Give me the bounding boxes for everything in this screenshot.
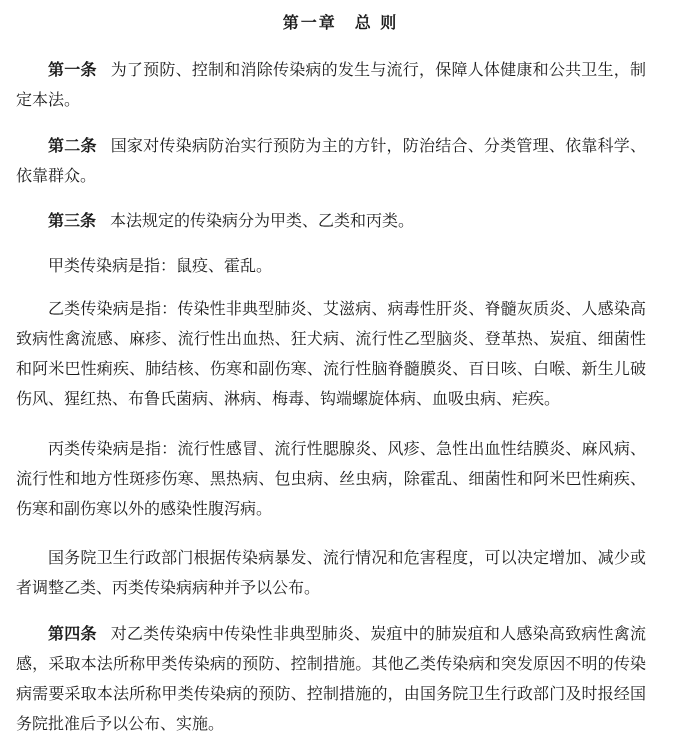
chapter-title: 第一章 总 则 bbox=[282, 13, 399, 32]
class-a-paragraph bbox=[16, 251, 646, 281]
article-3-paragraph bbox=[16, 206, 646, 236]
class-a-text: 甲类传染病是指：鼠疫、霍乱。 bbox=[48, 256, 273, 275]
class-c-paragraph bbox=[16, 434, 646, 524]
class-c-text: 丙类传染病是指：流行性感冒、流行性腮腺炎、风疹、急性出血性结膜炎、麻风病、流行性和地方性斑疹伤寒、黑热病、包虫病、丝虫病，除霍乱、细菌性和阿米巴性痢疾、伤寒和副伤寒以外的感染性腹泻病。 bbox=[16, 439, 646, 518]
article-3-text: 本法规定的传染病分为甲类、乙类和丙类。 bbox=[110, 211, 415, 230]
state-council-paragraph bbox=[16, 543, 646, 603]
article-4-text: 对乙类传染病中传染性非典型肺炎、炭疽中的肺炭疽和人感染高致病性禽流感，采取本法所称甲类传染病的预防、控制措施。其他乙类传染病和突发原因不明的传染病需要采取本法所称甲类传染病的预防、控制措施的，由国务院卫生行政部门及时报经国务院批准后予以公布、实施。 bbox=[16, 624, 646, 733]
article-2-text: 国家对传染病防治实行预防为主的方针，防治结合、分类管理、依靠科学、依靠群众。 bbox=[16, 136, 646, 185]
article-2-label: 第二条 bbox=[48, 136, 97, 155]
article-3-label: 第三条 bbox=[48, 211, 97, 230]
article-1-label: 第一条 bbox=[48, 60, 97, 79]
article-2-paragraph bbox=[16, 131, 646, 191]
article-4-label: 第四条 bbox=[48, 624, 97, 643]
article-1-text: 为了预防、控制和消除传染病的发生与流行，保障人体健康和公共卫生，制定本法。 bbox=[16, 60, 646, 109]
article-4-paragraph bbox=[16, 619, 646, 739]
state-council-text: 国务院卫生行政部门根据传染病暴发、流行情况和危害程度，可以决定增加、减少或者调整乙类、丙类传染病病种并予以公布。 bbox=[16, 548, 646, 597]
class-b-text: 乙类传染病是指：传染性非典型肺炎、艾滋病、病毒性肝炎、脊髓灰质炎、人感染高致病性禽流感、麻疹、流行性出血热、狂犬病、流行性乙型脑炎、登革热、炭疽、细菌性和阿米巴性痢疾、肺结核、伤寒和副伤寒、流行性脑脊髓膜炎、百日咳、白喉、新生儿破伤风、猩红热、布鲁氏菌病、淋病、梅毒、钩端螺旋体病、血吸虫病、疟疾。 bbox=[16, 299, 646, 408]
class-b-paragraph bbox=[16, 294, 646, 414]
article-1-paragraph bbox=[16, 55, 646, 115]
